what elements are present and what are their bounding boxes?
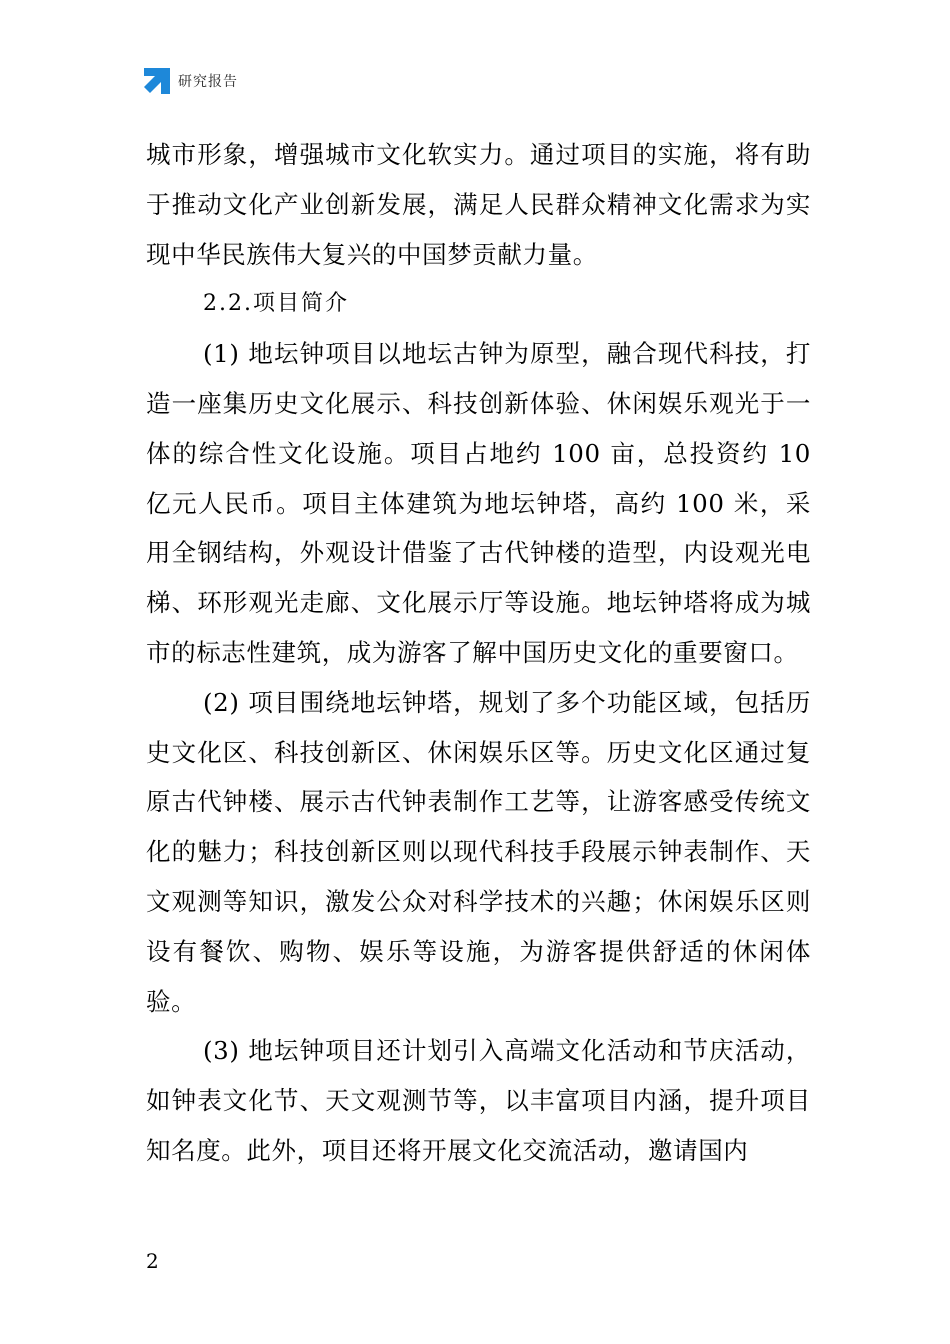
paragraph-2: (2) 项目围绕地坛钟塔，规划了多个功能区域，包括历史文化区、科技创新区、休闲娱乐区等。历史文化区通过复原古代钟楼、展示古代钟表制作工艺等，让游客感受传统文化的魅力；科技创新区则以现代科技手段展示钟表制作、天文观测等知识，激发公众对科学技术的兴趣；休闲娱乐区则设有餐饮、购物、娱乐等设施，为游客提供舒适的休闲体验。 bbox=[146, 687, 811, 1016]
arrow-up-right-icon bbox=[144, 68, 170, 94]
document-body bbox=[146, 130, 811, 1176]
paragraph-continuation: 城市形象，增强城市文化软实力。通过项目的实施，将有助于推动文化产业创新发展，满足人民群众精神文化需求为实现中华民族伟大复兴的中国梦贡献力量。 bbox=[146, 140, 811, 269]
page-number: 2 bbox=[146, 1249, 159, 1273]
section-heading: 2.2.项目简介 bbox=[203, 291, 349, 317]
paragraph-1: (1) 地坛钟项目以地坛古钟为原型，融合现代科技，打造一座集历史文化展示、科技创新体验、休闲娱乐观光于一体的综合性文化设施。项目占地约 100 亩，总投资约 10 亿元人民币。项目主体建筑为地坛钟塔，高约 100 米，采用全钢结构，外观设计借鉴了古代钟楼的造型，内设观光电梯、环形观光走廊、文化展示厅等设施。地坛钟塔将成为城市的标志性建筑，成为游客了解中国历史文化的重要窗口。 bbox=[146, 339, 811, 667]
paragraph-3: (3) 地坛钟项目还计划引入高端文化活动和节庆活动，如钟表文化节、天文观测节等，以丰富项目内涵，提升项目知名度。此外，项目还将开展文化交流活动，邀请国内 bbox=[146, 1036, 811, 1165]
header-title: 研究报告 bbox=[178, 74, 238, 90]
page-header bbox=[144, 66, 238, 96]
